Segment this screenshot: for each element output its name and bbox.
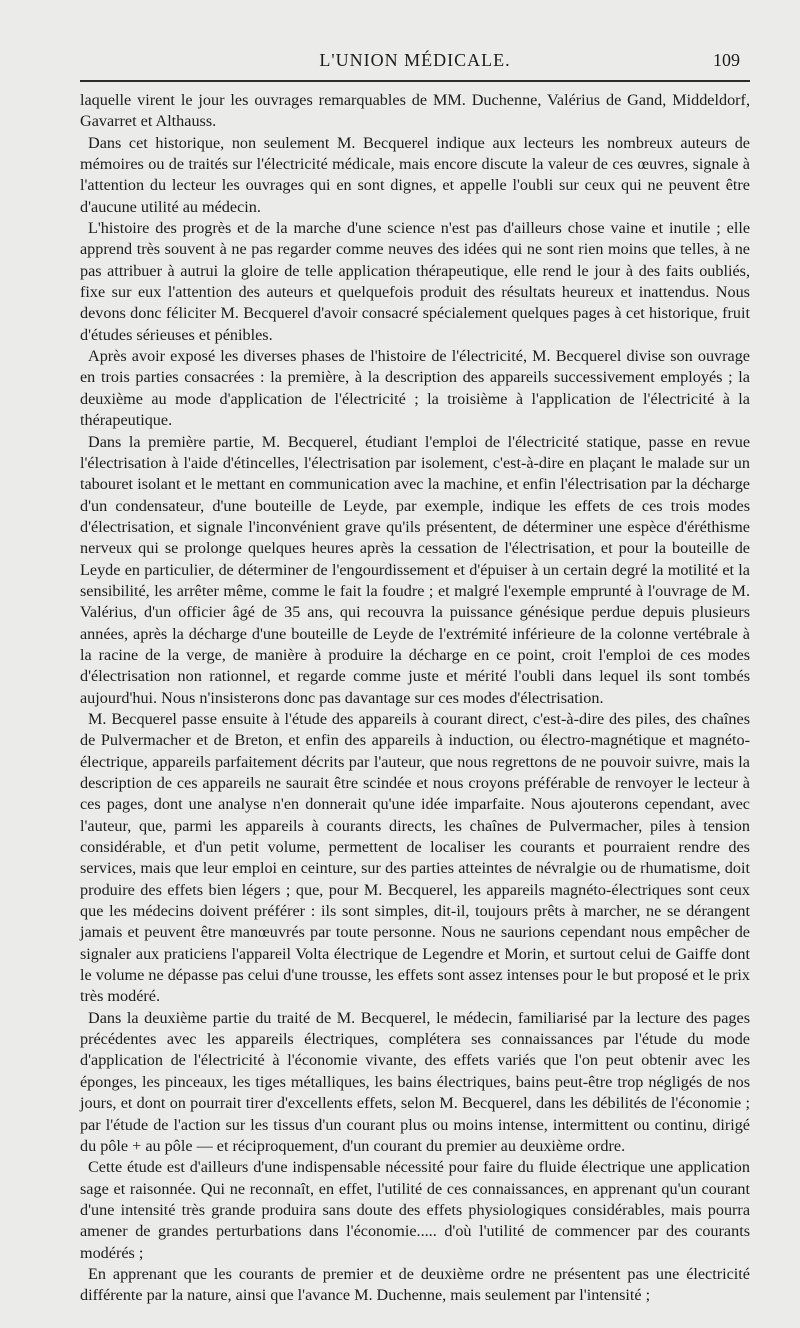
paragraph: laquelle virent le jour les ouvrages remarquables de MM. Duchenne, Valérius de Gand, Middeldorf, Gavarret et Althauss. <box>80 91 750 131</box>
paragraph: M. Becquerel passe ensuite à l'étude des appareils à courant direct, c'est-à-dire des piles, des chaînes de Pulvermacher et de Breton, et enfin des appareils à induction, ou électro-magnétique et magnéto-électrique, appareils parfaitement décrits par l'auteur, que nous regrettons de ne pouvoir suivre, mais la description de ces appareils ne saurait être scindée et nous croyons préférable de renvoyer le lecteur à ces pages, dont une analyse n'en donnerait qu'une idée imparfaite. Nous ajouterons cependant, avec l'auteur, que, parmi les appareils à courants directs, les chaînes de Pulvermacher, piles à tension considérable, et d'un petit volume, permettent de localiser les courants et pourraient rendre des services, mais que leur emploi en ceinture, sur des parties atteintes de névralgie ou de rhumatisme, doit produire des effets bien légers ; que, pour M. Becquerel, les appareils magnéto-électriques sont ceux que les médecins doivent préférer : ils sont simples, dit-il, toujours prêts à marcher, ne se dérangent jamais et peuvent être manœuvrés par toute personne. Nous ne saurions cependant nous empêcher de signaler aux praticiens l'appareil Volta électrique de Legendre et Morin, et surtout celui de Gaiffe dont le volume ne dépasse pas celui d'une trousse, les effets sont assez intenses pour le but proposé et le prix très modéré. <box>80 709 750 1006</box>
paragraph: Après avoir exposé les diverses phases de l'histoire de l'électricité, M. Becquerel divise son ouvrage en trois parties consacrées : la première, à la description des appareils successivement employés ; la deuxième au mode d'application de l'électricité ; la troisième à l'application de l'électricité à la thérapeutique. <box>80 347 750 430</box>
paragraph: Cette étude est d'ailleurs d'une indispensable nécessité pour faire du fluide électrique une application sage et raisonnée. Qui ne reconnaît, en effet, l'utilité de ces connaissances, en apprenant qu'un courant d'une intensité très grande produira sans doute des effets physiologiques considérables, mais pourra amener de grandes perturbations dans l'économie..... d'où l'utilité de commencer par des courants modérés ; <box>80 1158 750 1262</box>
header-rule <box>80 80 750 82</box>
paragraph: En apprenant que les courants de premier et de deuxième ordre ne présentent pas une électricité différente par la nature, ainsi que l'avance M. Duchenne, mais seulement par l'intensité ; <box>80 1264 750 1305</box>
paragraph: Dans cet historique, non seulement M. Becquerel indique aux lecteurs les nombreux auteurs de mémoires ou de traités sur l'électricité médicale, mais encore discute la valeur de ces œuvres, signale à l'attention du lecteur les ouvrages qui en sont dignes, et appelle l'oubli sur ceux qui ne peuvent être d'aucune utilité au médecin. <box>80 133 750 216</box>
paragraph: Dans la deuxième partie du traité de M. Becquerel, le médecin, familiarisé par la lecture des pages précédentes avec les appareils électriques, complétera ses connaissances par l'étude du mode d'application de l'électricité à l'économie vivante, des effets variés que l'on peut obtenir avec les éponges, les pinceaux, les tiges métalliques, les bains électriques, bains peut-être trop négligés de nos jours, et dont on pourrait tirer d'excellents effets, selon M. Becquerel, dans les débilités de l'économie ; par l'étude de l'action sur les tissus d'un courant plus ou moins intense, intermittent ou continu, dirigé du pôle + au pôle — et réciproquement, d'un courant du premier au deuxième ordre. <box>80 1008 750 1155</box>
page-number: 109 <box>713 50 740 70</box>
running-title: L'UNION MÉDICALE. <box>319 50 511 70</box>
page-header <box>80 48 750 72</box>
body-text <box>80 90 750 1307</box>
paragraph: L'histoire des progrès et de la marche d'une science n'est pas d'ailleurs chose vaine et inutile ; elle apprend très souvent à ne pas regarder comme neuves des idées qui ne sont rien moins que telles, à ne pas attribuer à autrui la gloire de telle application thérapeutique, elle rend le jour à des faits oubliés, fixe sur eux l'attention des auteurs et quelquefois produit des résultats heureux et inattendus. Nous devons donc féliciter M. Becquerel d'avoir consacré spécialement quelques pages à cet historique, fruit d'études sérieuses et pénibles. <box>80 219 750 344</box>
paragraph: Dans la première partie, M. Becquerel, étudiant l'emploi de l'électricité statique, passe en revue l'électrisation à l'aide d'étincelles, l'électrisation par isolement, c'est-à-dire en plaçant le malade sur un tabouret isolant et le mettant en communication avec la machine, et enfin l'électrisation par la décharge d'un condensateur, d'une bouteille de Leyde, par exemple, indique les effets de ces trois modes d'électrisation, et signale l'inconvénient grave qu'ils présentent, de déterminer une espèce d'éréthisme nerveux qui se prolonge quelques heures après la cessation de l'électrisation, et pour la bouteille de Leyde en particulier, de déterminer de l'engourdissement et d'épuiser à un certain degré la motilité et la sensibilité, les arrêter même, comme le fait la foudre ; et malgré l'exemple emprunté à l'ouvrage de M. Valérius, d'un officier âgé de 35 ans, qui recouvra la puissance génésique perdue depuis plusieurs années, après la décharge d'une bouteille de Leyde de l'extrémité inférieure de la colonne vertébrale à la racine de la verge, de manière à produire la décharge en ce point, croit l'emploi de ces modes d'électrisation non rationnel, et regarde comme juste et mérité l'oubli dans lequel ils sont tombés aujourd'hui. Nous n'insisterons donc pas davantage sur ces modes d'électrisation. <box>80 432 750 707</box>
